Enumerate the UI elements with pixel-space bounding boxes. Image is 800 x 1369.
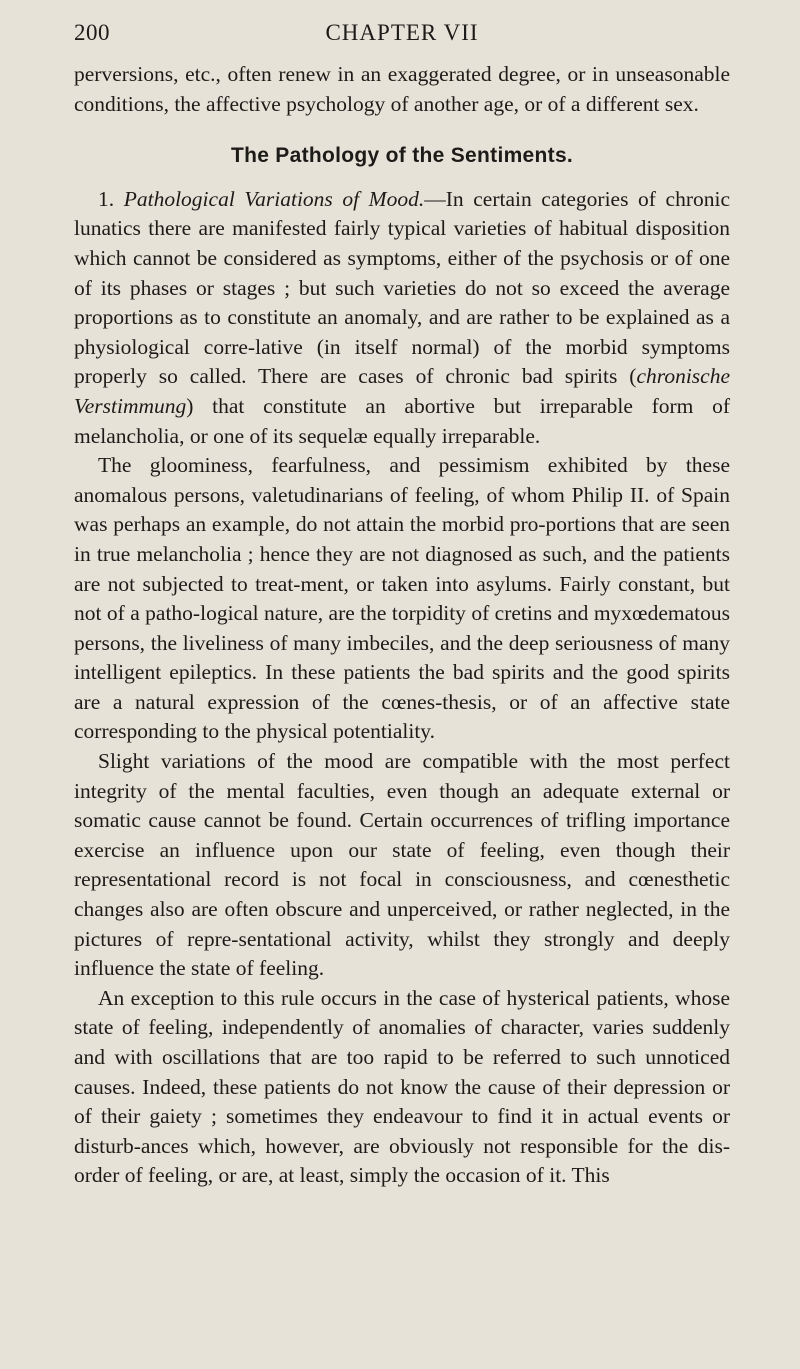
paragraph-hysterical-exception: An exception to this rule occurs in the case of hysterical patients, whose state of feeling, independently of anomalies of character, varies suddenly and with oscillations that are too rapid to be referred to such unnoticed causes. Indeed, these patients do not know the cause of their depression or of their gaiety ; sometimes they endeavour to find it in actual events or disturb-ances which, however, are obviously not responsible for the dis-order of feeling, or are, at least, simply the occasion of it. This	[74, 985, 730, 1188]
paragraph-title: Pathological Variations of Mood.	[123, 186, 425, 211]
paragraph-text-part-2: ) that constitute an abortive but irreparable form of melancholia, or one of its sequelæ equally irreparable.	[74, 393, 730, 448]
paragraph-slight-variations: Slight variations of the mood are compatible with the most perfect integrity of the mental faculties, even though an adequate external or somatic cause cannot be found. Certain occurrences of trifling importance exercise an influence upon our state of feeling, even though their representational record is not focal in consciousness, and cœnesthetic changes also are often obscure and unperceived, or rather neglected, in the pictures of repre-sentational activity, whilst they strongly and deeply influence the state of feeling.	[74, 749, 730, 981]
paragraph-gloominess: The gloominess, fearfulness, and pessimism exhibited by these anomalous persons, valetudinarians of feeling, of whom Philip II. of Spain was perhaps an example, do not attain the morbid pro-portions that are seen in true melancholia ; hence they are not diagnosed as such, and the patients are not subjected to treat-ment, or taken into asylums. Fairly constant, but not of a patho-logical nature, are the torpidity of cretins and myxœdematous persons, the liveliness of many imbeciles, and the deep seriousness of many intelligent epileptics. In these patients the bad spirits and the good spirits are a natural expression of the cœnes-thesis, or of an affective state corresponding to the physical potentiality.	[74, 453, 730, 744]
body-text	[74, 60, 730, 1191]
paragraph-text-part-1: —In certain categories of chronic lunatics there are manifested fairly typical varieties of habitual disposition which cannot be considered as symptoms, either of the psychosis or of one of its phases or stages ; but such varieties do not so exceed the average proportions as to constitute an anomaly, and are rather to be explained as a physiological corre-lative (in itself normal) of the morbid symptoms properly so called. There are cases of chronic bad spirits (	[74, 186, 731, 389]
section-heading: The Pathology of the Sentiments.	[230, 144, 574, 168]
intro-paragraph: perversions, etc., often renew in an exaggerated degree, or in unseasonable conditions, the affective psychology of another age, or of a different sex.	[74, 62, 730, 116]
paragraph-pathological-variations	[74, 185, 730, 451]
chapter-title: CHAPTER VII	[325, 20, 479, 45]
foreign-term: chronische Verstimmung	[74, 364, 730, 418]
page-number: 200	[74, 20, 110, 45]
paragraph-number: 1.	[98, 186, 115, 211]
running-head	[74, 14, 730, 48]
